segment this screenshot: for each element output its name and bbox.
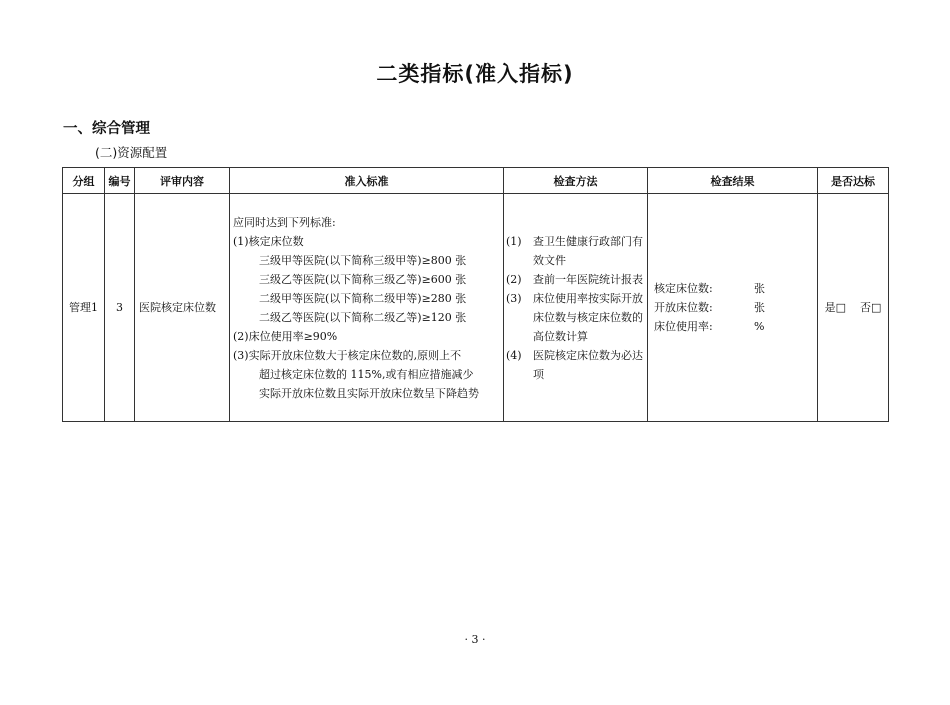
cell-method xyxy=(504,194,648,422)
method-item-3 xyxy=(506,289,645,346)
criteria-table xyxy=(62,167,889,422)
subsection-heading: (二)资源配置 xyxy=(95,145,168,160)
method-number: (4) xyxy=(506,348,522,362)
table-row xyxy=(63,194,889,422)
verdict-no-checkbox[interactable]: 否□ xyxy=(860,301,882,314)
cell-standard xyxy=(230,194,504,422)
header-group: 分组 xyxy=(63,168,105,194)
standard-item-2: (2)床位使用率≥90% xyxy=(233,329,338,343)
method-text: 医院核定床位数为必达项 xyxy=(533,348,643,381)
page-number: · 3 · xyxy=(464,633,486,646)
header-number: 编号 xyxy=(105,168,135,194)
standard-intro: 应同时达到下列标准: xyxy=(233,215,336,229)
standard-sub-4: 二级乙等医院(以下简称二级乙等)≥120 张 xyxy=(259,310,467,324)
method-text: 查卫生健康行政部门有效文件 xyxy=(533,234,643,267)
standard-sub-2: 三级乙等医院(以下简称三级乙等)≥600 张 xyxy=(259,272,467,286)
page-title: 二类指标(准入指标) xyxy=(376,62,574,86)
method-item-1 xyxy=(506,232,645,270)
cell-verdict xyxy=(818,194,889,422)
method-number: (1) xyxy=(506,234,522,248)
result-beds-approved xyxy=(654,279,817,298)
cell-content: 医院核定床位数 xyxy=(135,194,230,422)
result-label: 床位使用率: xyxy=(654,320,713,333)
method-item-2 xyxy=(506,270,645,289)
method-text: 查前一年医院统计报表 xyxy=(533,272,643,286)
method-text: 床位使用率按实际开放床位数与核定床位数的高位数计算 xyxy=(533,291,643,343)
header-standard: 准入标准 xyxy=(230,168,504,194)
header-method: 检查方法 xyxy=(504,168,648,194)
result-unit: 张 xyxy=(754,282,765,295)
standard-sub-3: 二级甲等医院(以下简称二级甲等)≥280 张 xyxy=(259,291,467,305)
result-bed-usage xyxy=(654,317,817,336)
standard-item-3-line-2: 超过核定床位数的 115%,或有相应措施减少 xyxy=(259,367,474,381)
section-heading: 一、综合管理 xyxy=(63,121,150,137)
standard-item-3-line-1: (3)实际开放床位数大于核定床位数的,原则上不 xyxy=(233,348,462,362)
header-result: 检查结果 xyxy=(648,168,818,194)
table-header-row xyxy=(63,168,889,194)
result-unit: 张 xyxy=(754,301,765,314)
method-item-4 xyxy=(506,346,645,384)
header-verdict: 是否达标 xyxy=(818,168,889,194)
result-label: 核定床位数: xyxy=(654,282,713,295)
result-label: 开放床位数: xyxy=(654,301,713,314)
standard-sub-1: 三级甲等医院(以下简称三级甲等)≥800 张 xyxy=(259,253,467,267)
cell-result xyxy=(648,194,818,422)
cell-group: 管理1 xyxy=(63,194,105,422)
result-beds-open xyxy=(654,298,817,317)
result-unit: % xyxy=(754,320,765,333)
header-content: 评审内容 xyxy=(135,168,230,194)
verdict-yes-checkbox[interactable]: 是□ xyxy=(824,301,846,314)
cell-number: 3 xyxy=(105,194,135,422)
method-number: (2) xyxy=(506,272,522,286)
method-number: (3) xyxy=(506,291,522,305)
standard-item-3-line-3: 实际开放床位数且实际开放床位数呈下降趋势 xyxy=(259,386,479,400)
standard-item-1: (1)核定床位数 xyxy=(233,234,304,248)
